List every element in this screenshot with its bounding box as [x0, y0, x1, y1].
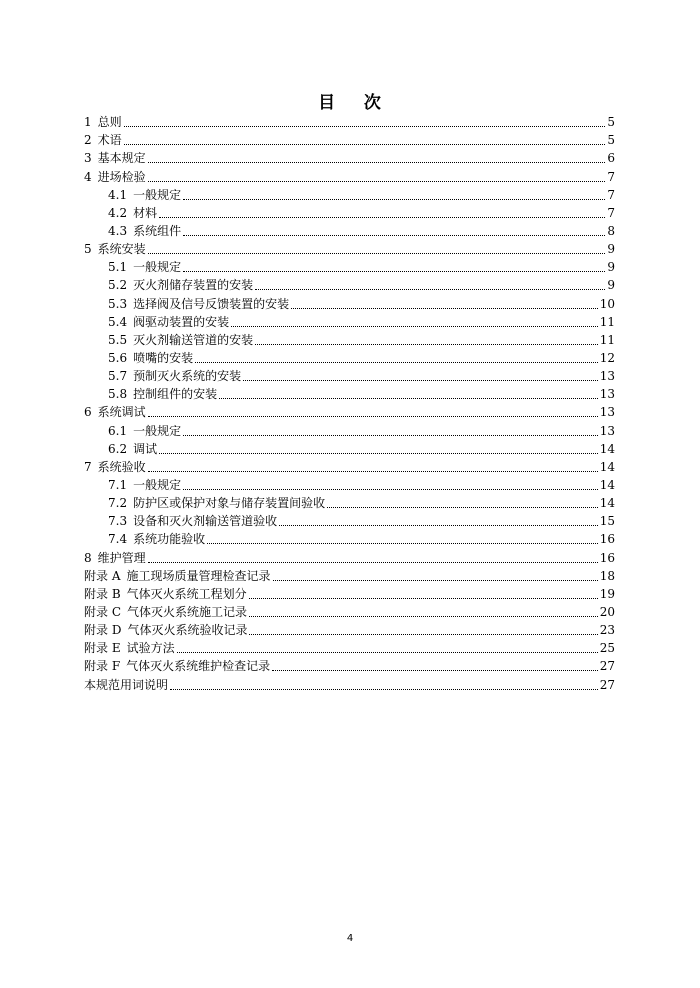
toc-entry[interactable]	[84, 456, 615, 474]
toc-entry-page: 14	[599, 459, 615, 474]
toc-entry[interactable]	[84, 474, 615, 492]
toc-entry-page: 5	[607, 115, 615, 130]
toc-dot-leader	[170, 689, 598, 690]
toc-entry-title: 术语	[97, 133, 122, 148]
toc-entry-number: 4	[84, 169, 92, 184]
toc-entry[interactable]	[84, 220, 615, 238]
toc-entry-page: 14	[599, 496, 615, 511]
toc-entry[interactable]	[84, 637, 615, 655]
toc-entry-page: 15	[599, 514, 615, 529]
toc-entry-title: 系统安装	[97, 242, 146, 257]
toc-entry-title: 气体灭火系统工程划分	[126, 586, 247, 601]
toc-entry-number: 附录 B	[84, 586, 121, 601]
toc-entry-title: 材料	[133, 205, 158, 220]
toc-entry-title: 一般规定	[133, 477, 182, 492]
toc-dot-leader	[183, 235, 605, 236]
toc-entry-number: 5.8	[108, 387, 128, 402]
toc-entry-page: 7	[607, 205, 615, 220]
toc-entry[interactable]	[84, 129, 615, 147]
toc-entry-title: 系统调试	[97, 405, 146, 420]
toc-entry-number: 6.2	[108, 441, 128, 456]
toc-entry[interactable]	[84, 347, 615, 365]
toc-entry-page: 7	[607, 169, 615, 184]
toc-entry-page: 27	[599, 659, 615, 674]
toc-entry[interactable]	[84, 492, 615, 510]
toc-entry-title: 系统验收	[97, 459, 146, 474]
toc-entry-page: 16	[599, 550, 615, 565]
toc-dot-leader	[159, 453, 598, 454]
toc-entry-page: 20	[599, 604, 615, 619]
toc-entry-title: 预制灭火系统的安装	[133, 369, 242, 384]
toc-entry[interactable]	[84, 111, 615, 129]
toc-entry-title: 气体灭火系统验收记录	[127, 623, 248, 638]
toc-dot-leader	[279, 525, 598, 526]
toc-entry-number: 5.5	[108, 332, 128, 347]
toc-entry-page: 10	[599, 296, 615, 311]
toc-entry-page: 27	[599, 677, 615, 692]
toc-entry-title: 气体灭火系统维护检查记录	[126, 659, 271, 674]
toc-entry-number: 5	[84, 242, 92, 257]
toc-entry-page: 25	[599, 641, 615, 656]
toc-entry-title: 一般规定	[133, 423, 182, 438]
toc-entry-title: 维护管理	[97, 550, 146, 565]
toc-entry-title: 系统功能验收	[133, 532, 206, 547]
toc-entry-title: 施工现场质量管理检查记录	[126, 568, 271, 583]
toc-dot-leader	[249, 616, 598, 617]
toc-entry-page: 12	[599, 350, 615, 365]
toc-entry[interactable]	[84, 383, 615, 401]
toc-entry-title: 本规范用词说明	[84, 677, 169, 692]
toc-entry-number: 3	[84, 151, 92, 166]
toc-entry[interactable]	[84, 601, 615, 619]
toc-dot-leader	[291, 308, 598, 309]
toc-dot-leader	[273, 580, 598, 581]
toc-entry-page: 13	[599, 423, 615, 438]
toc-entry[interactable]	[84, 329, 615, 347]
toc-dot-leader	[249, 634, 597, 635]
toc-entry-number: 5.1	[108, 260, 128, 275]
toc-dot-leader	[148, 471, 598, 472]
toc-dot-leader	[231, 326, 598, 327]
toc-entry[interactable]	[84, 311, 615, 329]
toc-entry-title: 基本规定	[97, 151, 146, 166]
toc-entry-page: 7	[607, 187, 615, 202]
toc-entry-number: 附录 F	[84, 659, 121, 674]
toc-entry-title: 喷嘴的安装	[133, 350, 194, 365]
toc-dot-leader	[148, 162, 605, 163]
toc-entry-page: 14	[599, 477, 615, 492]
toc-entry-number: 6.1	[108, 423, 128, 438]
table-of-contents	[84, 111, 615, 692]
toc-dot-leader	[159, 217, 605, 218]
toc-entry-title: 试验方法	[126, 641, 175, 656]
toc-entry-number: 1	[84, 115, 92, 130]
toc-entry-title: 阀驱动装置的安装	[133, 314, 230, 329]
toc-entry-number: 5.4	[108, 314, 128, 329]
toc-entry-page: 14	[599, 441, 615, 456]
toc-entry-page: 9	[607, 260, 615, 275]
toc-dot-leader	[272, 670, 598, 671]
toc-entry[interactable]	[84, 165, 615, 183]
toc-entry-title: 灭火剂储存装置的安装	[133, 278, 254, 293]
toc-entry-number: 附录 A	[84, 568, 121, 583]
toc-dot-leader	[148, 562, 598, 563]
toc-entry-title: 控制组件的安装	[133, 387, 218, 402]
toc-entry[interactable]	[84, 401, 615, 419]
toc-entry-title: 系统组件	[133, 223, 182, 238]
toc-dot-leader	[195, 362, 598, 363]
toc-entry-title: 防护区或保护对象与储存装置间验收	[133, 496, 326, 511]
toc-entry-number: 附录 D	[84, 623, 122, 638]
toc-entry-title: 进场检验	[97, 169, 146, 184]
toc-entry-number: 6	[84, 405, 92, 420]
toc-entry-title: 灭火剂输送管道的安装	[133, 332, 254, 347]
toc-entry-number: 5.2	[108, 278, 128, 293]
toc-dot-leader	[255, 289, 605, 290]
toc-entry-number: 附录 E	[84, 641, 121, 656]
toc-entry[interactable]	[84, 256, 615, 274]
toc-entry-page: 13	[599, 369, 615, 384]
toc-entry-page: 13	[599, 387, 615, 402]
toc-entry[interactable]	[84, 438, 615, 456]
toc-dot-leader	[243, 380, 598, 381]
toc-entry-number: 4.1	[108, 187, 128, 202]
toc-entry-number: 7	[84, 459, 92, 474]
toc-entry-page: 19	[599, 586, 615, 601]
toc-entry[interactable]	[84, 147, 615, 165]
toc-entry-page: 23	[599, 623, 615, 638]
toc-entry-title: 总则	[97, 115, 122, 130]
toc-entry[interactable]	[84, 365, 615, 383]
toc-entry[interactable]	[84, 583, 615, 601]
toc-entry[interactable]	[84, 419, 615, 437]
toc-entry[interactable]	[84, 546, 615, 564]
toc-entry-number: 7.4	[108, 532, 128, 547]
toc-entry-page: 6	[607, 151, 615, 166]
toc-dot-leader	[255, 344, 598, 345]
toc-entry-page: 9	[607, 242, 615, 257]
toc-dot-leader	[124, 144, 605, 145]
toc-dot-leader	[148, 253, 605, 254]
toc-dot-leader	[124, 126, 605, 127]
toc-entry-title: 调试	[133, 441, 158, 456]
toc-entry-page: 11	[599, 332, 615, 347]
toc-entry[interactable]	[84, 184, 615, 202]
toc-entry-page: 16	[599, 532, 615, 547]
toc-dot-leader	[207, 543, 598, 544]
toc-dot-leader	[219, 398, 598, 399]
toc-dot-leader	[183, 435, 598, 436]
toc-entry[interactable]	[84, 619, 615, 637]
toc-entry[interactable]	[84, 565, 615, 583]
toc-entry[interactable]	[84, 655, 615, 673]
toc-entry-number: 4.2	[108, 205, 128, 220]
toc-entry-number: 8	[84, 550, 92, 565]
toc-dot-leader	[327, 507, 598, 508]
toc-entry[interactable]	[84, 528, 615, 546]
toc-entry-number: 附录 C	[84, 604, 121, 619]
toc-entry-number: 5.7	[108, 369, 128, 384]
toc-entry-page: 8	[607, 223, 615, 238]
toc-dot-leader	[148, 181, 605, 182]
toc-entry-title: 设备和灭火剂输送管道验收	[133, 514, 278, 529]
toc-entry-number: 2	[84, 133, 92, 148]
toc-title: 目 次	[318, 93, 382, 113]
toc-entry-number: 7.1	[108, 477, 128, 492]
toc-entry-title: 气体灭火系统施工记录	[127, 604, 248, 619]
toc-entry-page: 9	[607, 278, 615, 293]
toc-entry-title: 选择阀及信号反馈装置的安装	[133, 296, 290, 311]
toc-entry[interactable]	[84, 202, 615, 220]
toc-entry-number: 4.3	[108, 223, 128, 238]
toc-dot-leader	[249, 598, 598, 599]
toc-entry-page: 13	[599, 405, 615, 420]
toc-entry-number: 7.2	[108, 496, 128, 511]
toc-dot-leader	[183, 489, 598, 490]
toc-entry[interactable]	[84, 238, 615, 256]
toc-entry-number: 7.3	[108, 514, 128, 529]
toc-dot-leader	[177, 652, 598, 653]
toc-entry[interactable]	[84, 292, 615, 310]
toc-entry-page: 11	[599, 314, 615, 329]
toc-entry-title: 一般规定	[133, 187, 182, 202]
toc-entry-title: 一般规定	[133, 260, 182, 275]
toc-entry-number: 5.6	[108, 350, 128, 365]
toc-dot-leader	[148, 416, 598, 417]
toc-entry[interactable]	[84, 274, 615, 292]
toc-entry[interactable]	[84, 510, 615, 528]
toc-entry-page: 5	[607, 133, 615, 148]
toc-entry-number: 5.3	[108, 296, 128, 311]
toc-dot-leader	[183, 199, 605, 200]
toc-entry[interactable]	[84, 673, 615, 691]
page-number: 4	[346, 933, 354, 944]
toc-entry-page: 18	[599, 568, 615, 583]
toc-dot-leader	[183, 271, 605, 272]
